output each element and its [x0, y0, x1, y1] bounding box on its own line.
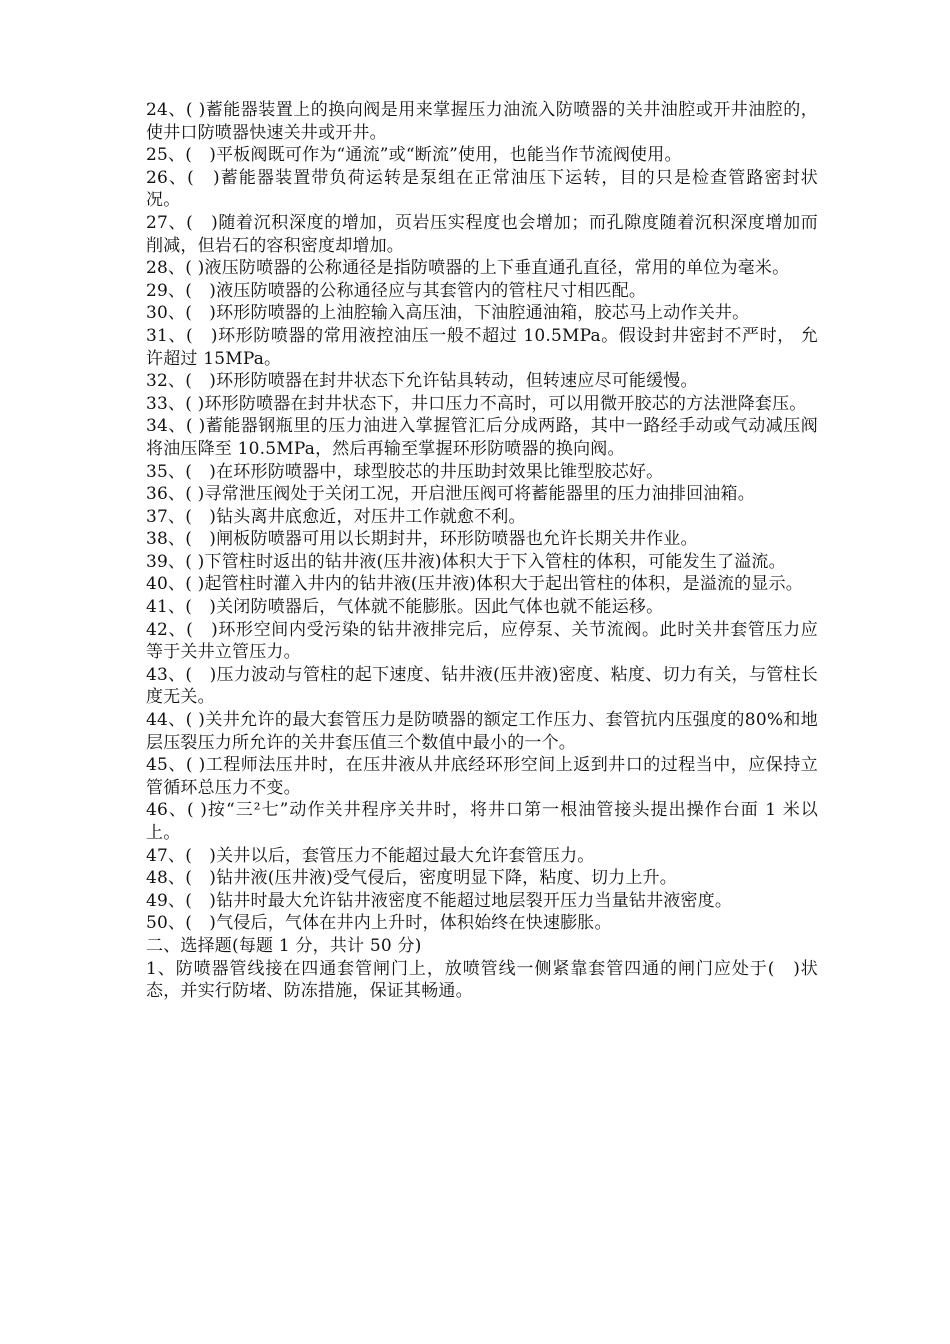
question-42: 42、( )环形空间内受污染的钻井液排完后，应停泵、关节流阀。此时关井套管压力应等于关井立管压力。: [146, 619, 818, 663]
question-47: 47、( )关井以后，套管压力不能超过最大允许套管压力。: [146, 845, 595, 866]
question-30: 30、( )环形防喷器的上油腔输入高压油，下油腔通油箱，胶芯马上动作关井。: [146, 303, 750, 324]
question-31: 31、( )环形防喷器的常用液控油压一般不超过 10.5MPa。假设封井密封不严时， 允许超过 15MPa。: [146, 325, 818, 369]
section-heading-multiple-choice: 二、选择题(每题 1 分，共计 50 分): [146, 935, 422, 956]
question-46: 46、( )按“三²七”动作关井程序关井时，将井口第一根油管接头提出操作台面 1 米以上。: [146, 800, 818, 843]
question-27: 27、( )随着沉积深度的增加，页岩压实程度也会增加；而孔隙度随着沉积深度增加而削减，但岩石的容积密度却增加。: [146, 212, 818, 256]
question-39: 39、( )下管柱时返出的钻井液(压井液)体积大于下入管柱的体积，可能发生了溢流。: [146, 551, 786, 572]
question-26: 26、( )蓄能器装置带负荷运转是泵组在正常油压下运转，目的只是检查管路密封状况。: [146, 167, 818, 211]
question-37: 37、( )钻头离井底愈近，对压井工作就愈不利。: [146, 506, 526, 527]
question-32: 32、( )环形防喷器在封井状态下允许钻具转动，但转速应尽可能缓慢。: [146, 371, 698, 392]
question-41: 41、( )关闭防喷器后，气体就不能膨胀。因此气体也就不能运移。: [146, 597, 664, 618]
question-29: 29、( )液压防喷器的公称通径应与其套管内的管柱尺寸相匹配。: [146, 280, 647, 301]
question-33: 33、( )环形防喷器在封井状态下，井口压力不高时，可以用微开胶芯的方法泄降套压。: [146, 393, 807, 414]
question-24: 24、( )蓄能器装置上的换向阀是用来掌握压力油流入防喷器的关井油腔或开井油腔的，使井口防喷器快速关井或开井。: [146, 100, 818, 143]
question-50: 50、( )气侵后，气体在井内上升时，体积始终在快速膨胀。: [146, 913, 612, 934]
question-38: 38、( )闸板防喷器可用以长期封井，环形防喷器也允许长期关井作业。: [146, 529, 698, 550]
question-34: 34、( )蓄能器钢瓶里的压力油进入掌握管汇后分成两路，其中一路经手动或气动减压阀将油压降至 10.5MPa，然后再输至掌握环形防喷器的换向阀。: [146, 416, 818, 459]
question-40: 40、( )起管柱时灌入井内的钻井液(压井液)体积大于起出管柱的体积，是溢流的显示。: [146, 574, 803, 595]
question-28: 28、( )液压防喷器的公称通径是指防喷器的上下垂直通孔直径，常用的单位为毫米。: [146, 258, 790, 279]
question-49: 49、( )钻井时最大允许钻井液密度不能超过地层裂开压力当量钻井液密度。: [146, 890, 733, 911]
question-35: 35、( )在环形防喷器中，球型胶芯的井压助封效果比锥型胶芯好。: [146, 461, 664, 482]
question-25: 25、( )平板阀既可作为“通流”或“断流”使用，也能当作节流阀使用。: [146, 145, 682, 166]
document-page: [146, 99, 818, 1003]
question-44: 44、( )关井允许的最大套管压力是防喷器的额定工作压力、套管抗内压强度的80%和地层压裂压力所允许的关井套压值三个数值中最小的一个。: [146, 710, 818, 753]
question-43: 43、( )压力波动与管柱的起下速度、钻井液(压井液)密度、粘度、切力有关，与管柱长度无关。: [146, 664, 818, 708]
question-36: 36、( )寻常泄压阀处于关闭工况，开启泄压阀可将蓄能器里的压力油排回油箱。: [146, 484, 755, 505]
choice-question-1: 1、防喷器管线接在四通套管闸门上，放喷管线一侧紧靠套管四通的闸门应处于( )状态，并实行防堵、防冻措施，保证其畅通。: [146, 958, 818, 1002]
question-48: 48、( )钻井液(压井液)受气侵后，密度明显下降，粘度、切力上升。: [146, 868, 677, 889]
question-45: 45、( )工程师法压井时，在压井液从井底经环形空间上返到井口的过程当中，应保持立管循环总压力不变。: [146, 755, 818, 798]
